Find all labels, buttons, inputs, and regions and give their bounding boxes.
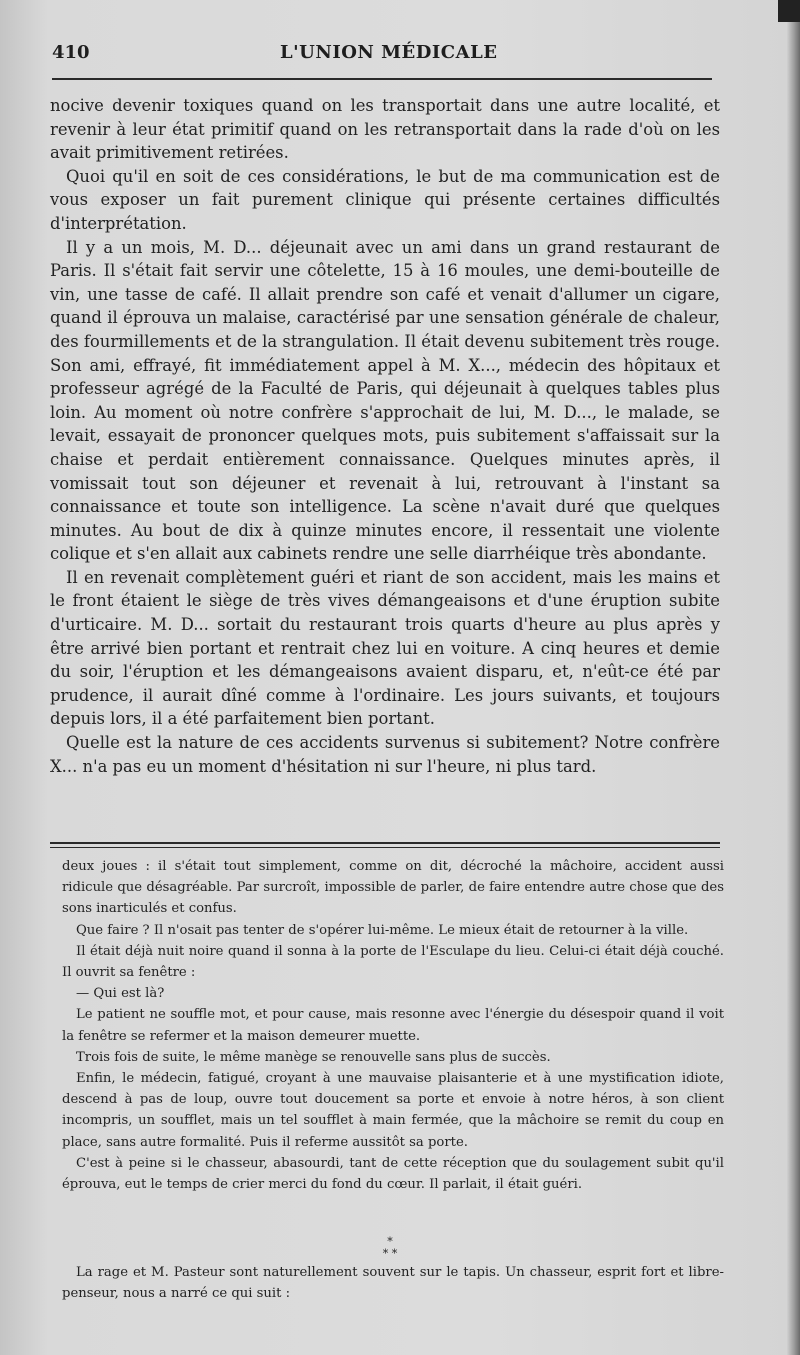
running-header — [52, 42, 712, 72]
asterism-separator: * * * — [382, 1235, 398, 1260]
note-paragraph: La rage et M. Pasteur sont naturellement souvent sur le tapis. Un chasseur, esprit fort et libre-penseur, nous a narré ce qui suit : — [62, 1265, 724, 1302]
note-paragraph: Il était déjà nuit noire quand il sonna à la porte de l'Esculape du lieu. Celui-ci était déjà couché. Il ouvrit sa fenêtre : — [62, 943, 724, 981]
paragraph: nocive devenir toxiques quand on les transportait dans une autre localité, et revenir à leur état primitif quand on les retransportait dans la rade d'où on les avait primitivement retirées. — [50, 96, 720, 163]
feuilleton-text-continued — [62, 1262, 724, 1304]
note-paragraph: C'est à peine si le chasseur, abasourdi, tant de cette réception que du soulagement subit qu'il éprouva, eut le temps de crier merci du fond du cœur. Il parlait, il était guéri. — [62, 1155, 724, 1193]
scan-corner — [778, 0, 800, 22]
note-paragraph: Trois fois de suite, le même manège se renouvelle sans plus de succès. — [76, 1049, 551, 1065]
journal-title: L'UNION MÉDICALE — [280, 42, 498, 63]
feuilleton-text — [62, 856, 724, 1195]
main-text — [50, 94, 720, 778]
note-paragraph: Que faire ? Il n'osait pas tenter de s'opérer lui-même. Le mieux était de retourner à la ville. — [76, 922, 689, 938]
paragraph: Il en revenait complètement guéri et riant de son accident, mais les mains et le front étaient le siège de très vives démangeaisons et d'une éruption subite d'urticaire. M. D... sortait du restaurant trois quarts d'heure au plus après y être arrivé bien portant et rentrait chez lui en voiture. A cinq heures et demie du soir, l'éruption et les démangeaisons avaient disparu, et, n'eût-ce été par prudence, il aurait dîné comme à l'ordinaire. Les jours suivants, et toujours depuis lors, il a été parfaitement bien portant. — [50, 567, 720, 729]
footnote-rule-thin — [50, 847, 720, 848]
paragraph: Il y a un mois, M. D... déjeunait avec un ami dans un grand restaurant de Paris. Il s'était fait servir une côtelette, 15 à 16 moules, une demi-bouteille de vin, une tasse de café. Il allait prendre son café et venait d'allumer un cigare, quand il éprouva un malaise, caractérisé par une sensation générale de chaleur, des fourmillements et de la strangulation. Il était devenu subitement très rouge. Son ami, effrayé, fit immédiatement appel à M. X..., médecin des hôpitaux et professeur agrégé de la Faculté de Paris, qui déjeunait à quelques tables plus loin. Au moment où notre confrère s'approchait de lui, M. D..., le malade, se levait, essayait de prononcer quelques mots, puis subitement s'affaissait sur la chaise et perdait entièrement connaissance. Quelques minutes après, il vomissait tout son déjeuner et revenait à lui, retrouvant à l'instant sa connaissance et toute son intelligence. La scène n'avait duré que quelques minutes. Au bout de dix à quinze minutes encore, il ressentait une violente colique et s'en allait aux cabinets rendre une selle diarrhéique très abondante. — [50, 237, 720, 564]
note-paragraph: Le patient ne souffle mot, et pour cause, mais resonne avec l'énergie du désespoir quand il voit la fenêtre se refermer et la maison demeurer muette. — [62, 1007, 724, 1044]
page-number: 410 — [52, 42, 90, 63]
paragraph: Quelle est la nature de ces accidents survenus si subitement? Notre confrère X... n'a pas eu un moment d'hésitation ni sur l'heure, ni plus tard. — [50, 733, 720, 776]
note-paragraph: — Qui est là? — [76, 986, 165, 1002]
header-rule — [52, 78, 712, 80]
note-paragraph: Enfin, le médecin, fatigué, croyant à une mauvaise plaisanterie et à une mystification idiote, descend à pas de loup, ouvre tout doucement sa porte et envoie à notre héros, à son client incompris, un soufflet, mais un tel soufflet à main fermée, que la mâchoire se remit du coup en place, sans autre formalité. Puis il referme aussitôt sa porte. — [62, 1071, 724, 1150]
paragraph: Quoi qu'il en soit de ces considérations, le but de ma communication est de vous exposer un fait purement clinique qui présente certaines difficultés d'interprétation. — [50, 166, 720, 233]
note-paragraph: deux joues : il s'était tout simplement, comme on dit, décroché la mâchoire, accident aussi ridicule que désagréable. Par surcroît, impossible de parler, de faire entendre autre chose que des sons inarticulés et confus. — [62, 859, 724, 917]
footnote-rule — [50, 842, 720, 844]
page-edge-shadow — [786, 0, 800, 1355]
